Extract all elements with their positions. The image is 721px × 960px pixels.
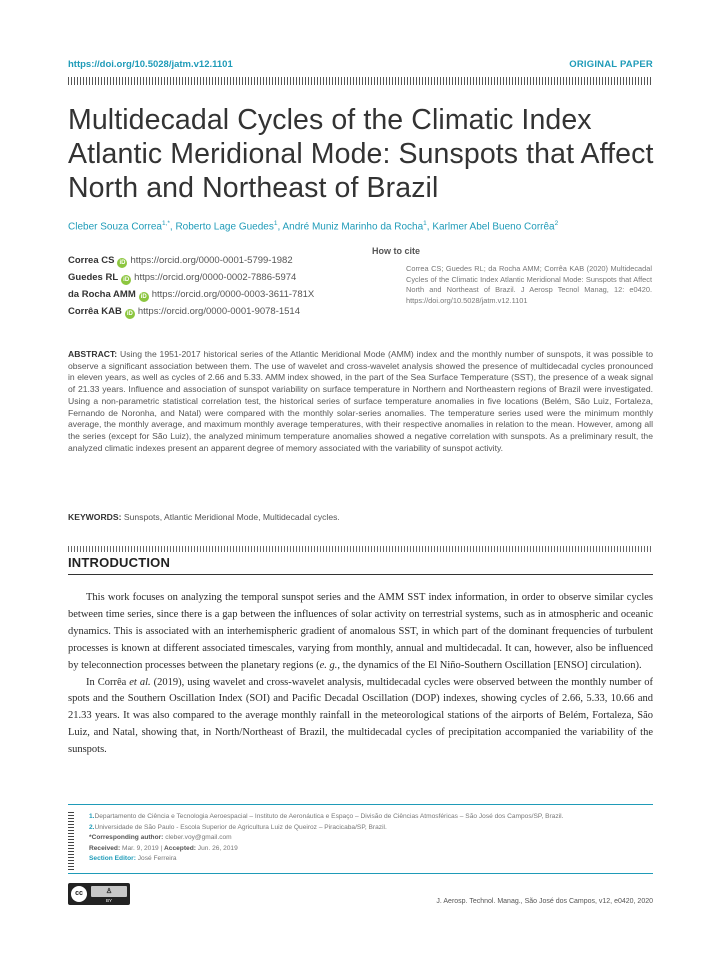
dates: Received: Mar. 9, 2019 | Accepted: Jun. 26, 2019: [89, 844, 238, 852]
orcid-row: [68, 306, 300, 319]
doi-link[interactable]: https://doi.org/10.5028/jatm.v12.1101: [68, 59, 233, 70]
how-to-cite-text: Correa CS; Guedes RL; da Rocha AMM; Corrêa KAB (2020) Multidecadal Cycles of the Climatic Index Atlantic Meridional Mode: Sunspots that Affect North and Northeast of Brazil. J Aerosp Tecnol Manag, 12: e0420. https://doi.org/10.5028/jatm.v12.1101: [406, 264, 652, 305]
author-name[interactable]: Cleber Souza Correa: [68, 221, 162, 233]
author-affiliation: 2: [554, 220, 559, 227]
paragraph: [68, 675, 653, 760]
cc-license-icon[interactable]: [68, 883, 130, 905]
italic-text: et al.: [129, 676, 151, 688]
corresponding-author: *Corresponding author: cleber.voy@gmail.com: [89, 834, 232, 842]
abstract-label: ABSTRACT:: [68, 349, 118, 359]
section-editor: Section Editor: José Ferreira: [89, 855, 177, 863]
abstract: [68, 349, 653, 454]
section-divider: [68, 546, 653, 552]
by-icon: ♙: [91, 886, 127, 897]
orcid-link[interactable]: https://orcid.org/0000-0003-3611-781X: [151, 289, 315, 300]
introduction-heading: INTRODUCTION: [68, 555, 171, 570]
orcid-icon: iD: [140, 294, 147, 300]
header-divider: [68, 77, 653, 85]
orcid-author: Guedes RL: [68, 272, 119, 283]
italic-text: e. g.: [319, 659, 338, 671]
author-affiliation: 1: [273, 220, 278, 227]
keywords-label: KEYWORDS:: [68, 512, 122, 522]
author-affiliation: 1,*: [161, 220, 170, 227]
keywords-text: Sunspots, Atlantic Meridional Mode, Multidecadal cycles.: [123, 512, 340, 522]
orcid-icon: iD: [126, 311, 133, 317]
introduction-body: [68, 590, 653, 759]
orcid-row: [68, 272, 296, 285]
orcid-link[interactable]: https://orcid.org/0000-0001-9078-1514: [137, 306, 300, 317]
orcid-row: [68, 289, 314, 302]
paragraph-text: This work focuses on analyzing the temporal sunspot series and the AMM SST index information, in order to observe similar cycles between time series, since there is a gap between the influences of solar activity on terrestrial systems, such as in atmospheric and oceanic dynamics. This is associated with an interhemispheric gradient of anomalous SST, in which part of the dominant frequencies of turbulent processes is known at different associated timescales, varying from monthly, annual and multidecadal. It can, however, also be influenced by teleconnection processes between the planetary regions (: [68, 592, 653, 671]
cc-logo: cc: [71, 886, 87, 902]
keywords: [68, 512, 340, 522]
footnote-divider-bottom: [68, 873, 653, 874]
orcid-link[interactable]: https://orcid.org/0000-0002-7886-5974: [134, 272, 297, 283]
author-name[interactable]: Roberto Lage Guedes: [175, 221, 274, 233]
orcid-author: da Rocha AMM: [68, 289, 136, 300]
orcid-icon: iD: [119, 260, 126, 266]
journal-reference: J. Aerosp. Technol. Manag., São José dos Campos, v12, e0420, 2020: [436, 898, 653, 905]
orcid-link[interactable]: https://orcid.org/0000-0001-5799-1982: [130, 255, 293, 266]
orcid-author: Correa CS: [68, 255, 115, 266]
orcid-icon: iD: [123, 277, 130, 283]
footnote-hatch: [68, 812, 74, 870]
paper-type-label: ORIGINAL PAPER: [569, 59, 653, 70]
affiliation-1: 1.Departamento de Ciência e Tecnologia Aeroespacial – Instituto de Aeronáutica e Espaço – Divisão de Ciências Atmosféricas – São José dos Campos/SP, Brazil.: [89, 813, 564, 820]
author-affiliation: 1: [423, 220, 427, 227]
corresponding-email[interactable]: cleber.voy@gmail.com: [165, 834, 232, 842]
author-name[interactable]: André Muniz Marinho da Rocha: [282, 221, 424, 233]
by-label: BY: [105, 898, 112, 903]
author-name[interactable]: Karlmer Abel Bueno Corrêa: [432, 221, 555, 233]
orcid-author: Corrêa KAB: [68, 306, 122, 317]
author-list: Cleber Souza Correa$^{1,*}$, Roberto Lage Guedes$^1$, André Muniz Marinho da Rocha$^1$, Karlmer Abel Bueno Corrêa$^2$: [68, 220, 559, 233]
orcid-row: [68, 255, 293, 268]
abstract-text: Using the 1951-2017 historical series of the Atlantic Meridional Mode (AMM) index and the monthly number of sunspots, it was possible to observe a significant association between them. The use of wavelet and cross-wavelet analysis showed the presence of multidecadal cycles pronounced in eleven years, as well as cycles of 2.66 and 5.33. AMM index showed, in the part of the Sea Surface Temperature (SST), the presence of a weak signal of 21.33 years. Influence and association of sunspot variability on surface temperature in Northern and Northeastern regions of Brazil were investigated. Using a non-parametric statistical correlation test, the historical series of surface temperature anomalies in five locations (Belém, São Luiz, Fortaleza, Fernando de Noronha, and Natal) were compared with the monthly solar-series anomalies. The temperature series used were the minimum monthly average, the monthly average, and maximum monthly average temperatures, with their respective anomalies in relation to the mean. However, among all the series (except for São Luiz), the analyzed minimum temperature anomalies showed a negative correlation with sunspots. As a preliminary result, the analyzed climatic indexes present an apparent degree of memory associated with the variability of sunspot activity.: [68, 349, 654, 453]
paragraph-text: In Corrêa: [86, 676, 130, 688]
footnote-divider-top: [68, 804, 653, 805]
affiliation-2: 2.Universidade de São Paulo - Escola Superior de Agricultura Luiz de Queiroz – Piracicaba/SP, Brazil.: [89, 823, 387, 831]
paper-title: Multidecadal Cycles of the Climatic Index Atlantic Meridional Mode: Sunspots that Affect North and Northeast of Brazil: [68, 104, 654, 204]
how-to-cite-heading: How to cite: [372, 246, 421, 256]
paragraph-text: , the dynamics of the El Niño-Southern Oscillation [ENSO] circulation).: [337, 659, 642, 671]
paragraph-text: (2019), using wavelet and cross-wavelet analysis, multidecadal cycles were observed between the monthly number of spots and the Southern Oscillation Index (SOI) and Pacific Decadal Oscillation (DOP) indexes, showing cycles of 2.66, 5.33, 10.66 and 21.33 years. It was also compared to the average monthly rainfall in the meteorological stations of the airports of Belém, Fortaleza, São Luiz, and Natal, showing that, in North/Northeast of Brazil, the multidecadal cycles of precipitation accompanied the variability of the sunspots.: [68, 676, 653, 756]
paragraph: [68, 590, 653, 675]
footnotes: [89, 812, 653, 865]
heading-underline: [68, 574, 653, 575]
